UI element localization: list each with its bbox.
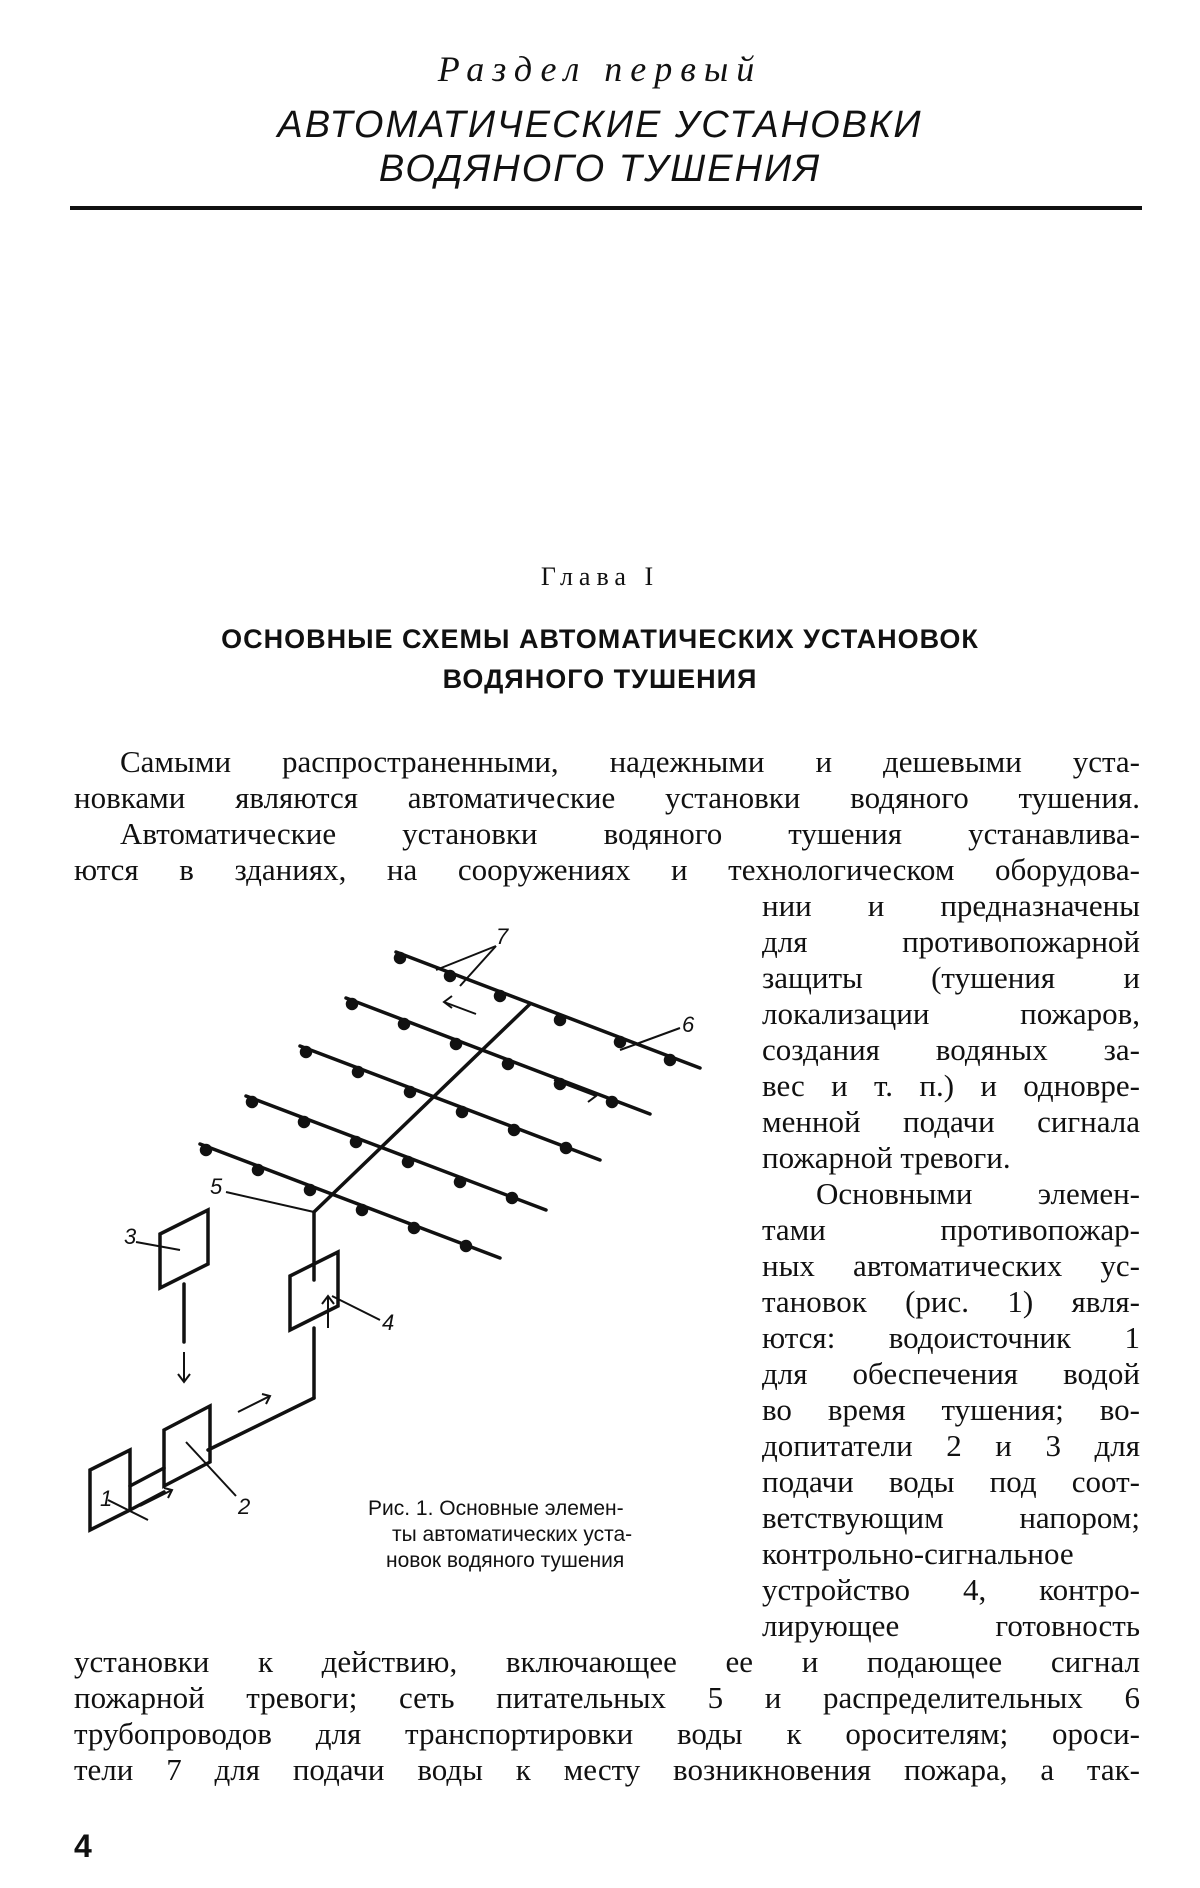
chapter-title-line-1: ОСНОВНЫЕ СХЕМЫ АВТОМАТИЧЕСКИХ УСТАНОВОК [221,624,979,654]
feed-pipe [314,1004,530,1212]
label-6: 6 [682,1012,695,1037]
side-text-line: ветствующим напором; [762,1500,1140,1535]
page-number: 4 [74,1828,92,1864]
side-text-line: подачи воды под соот- [762,1464,1140,1499]
side-text-line: тановок (рис. 1) явля- [762,1284,1140,1319]
label-5: 5 [210,1174,223,1199]
side-text-line: вес и т. п.) и одновре- [762,1068,1140,1103]
side-text-line: Основными элемен- [816,1176,1140,1211]
control-signal-box-4 [290,1252,338,1330]
section-title-line-2: ВОДЯНОГО ТУШЕНИЯ [378,148,822,190]
side-text-line: ных автоматических ус- [762,1248,1140,1283]
side-text-line: пожарной тревоги. [762,1140,1011,1175]
side-text-line: локализации пожаров, [762,996,1140,1031]
figure-caption-line-3: новок водяного тушения [386,1549,625,1572]
text-line: пожарной тревоги; сеть питательных 5 и распределительных 6 [74,1680,1140,1715]
side-text-line: для обеспечения водой [762,1356,1140,1391]
distribution-pipe [300,1046,600,1160]
side-text-line: тами противопожар- [762,1212,1140,1247]
water-feeder-box-2 [164,1406,210,1486]
label-4: 4 [382,1310,395,1335]
chapter-label: Глава I [540,562,660,591]
side-text-line: устройство 4, контро- [762,1572,1140,1607]
side-text-line: во время тушения; во- [762,1392,1140,1427]
text-line: установки к действию, включающее ее и подающее сигнал [74,1644,1140,1679]
side-text-line: лирующее готовность [762,1608,1140,1643]
side-text-line: ются: водоисточник 1 [762,1320,1140,1355]
side-text-line: контрольно-сигнальное [762,1536,1074,1571]
side-text-line: менной подачи сигнала [762,1104,1140,1139]
text-line: ются в зданиях, на сооружениях и технологическом оборудова- [74,852,1140,887]
distribution-pipe [200,1144,500,1258]
label-1: 1 [100,1486,113,1511]
text-line: новками являются автоматические установки водяного тушения. [74,780,1140,815]
side-text-line: для противопожарной [762,924,1140,959]
side-text-line: создания водяных за- [762,1032,1140,1067]
water-feeder-box-3 [160,1210,208,1288]
distribution-pipe [346,998,650,1114]
label-2: 2 [238,1494,251,1519]
distribution-pipe [396,952,700,1068]
section-title-line-1: АВТОМАТИЧЕСКИЕ УСТАНОВКИ [277,104,923,146]
sprinkler-system-diagram [60,910,720,1550]
figure-caption-line-2: ты автоматических уста- [392,1523,633,1546]
section-label: Раздел первый [437,49,763,89]
text-line: Автоматические установки водяного тушения устанавлива- [120,816,1140,851]
label-3: 3 [124,1224,137,1249]
label-7: 7 [496,924,509,949]
side-text-line: нии и предназначены [762,888,1140,923]
side-text-line: защиты (тушения и [762,960,1140,995]
text-line: Самыми распространенными, надежными и дешевыми уста- [120,744,1140,779]
chapter-title-line-2: ВОДЯНОГО ТУШЕНИЯ [442,664,758,694]
header-rule [70,206,1142,210]
text-line: трубопроводов для транспортировки воды к оросителям; ороси- [74,1716,1140,1751]
text-line: тели 7 для подачи воды к месту возникновения пожара, а так- [74,1752,1140,1787]
side-text-line: допитатели 2 и 3 для [762,1428,1140,1463]
distribution-pipe [246,1096,546,1210]
figure-caption-line-1: Рис. 1. Основные элемен- [368,1497,624,1520]
